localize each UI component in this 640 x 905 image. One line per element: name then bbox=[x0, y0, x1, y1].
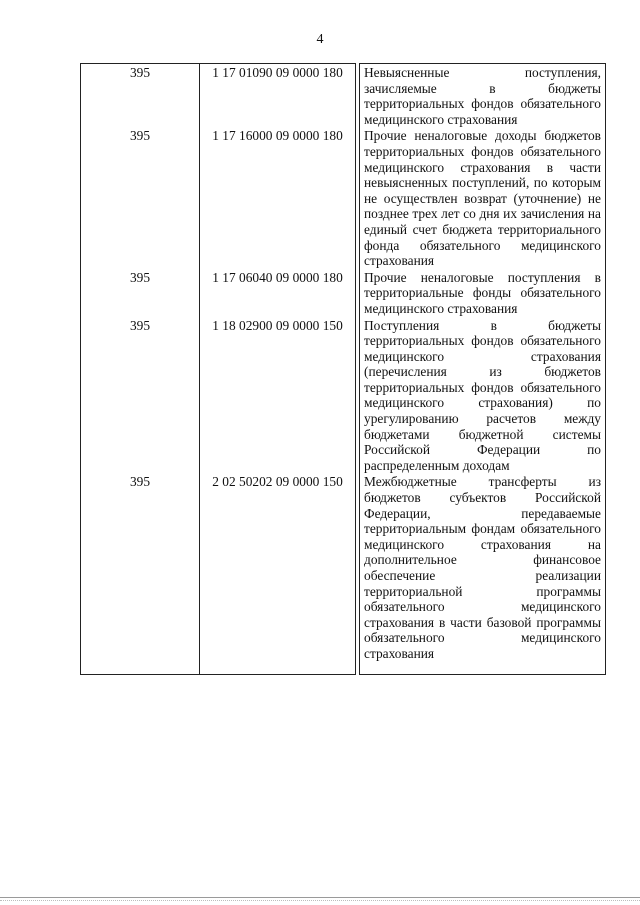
page-number: 4 bbox=[316, 32, 324, 47]
kbk-code-cell: 1 18 02900 09 0000 150 bbox=[200, 317, 356, 474]
table-row bbox=[80, 63, 606, 127]
kbk-code-cell: 1 17 01090 09 0000 180 bbox=[200, 63, 356, 127]
table-row bbox=[80, 269, 606, 317]
admin-code-cell: 395 bbox=[80, 317, 200, 474]
revenue-name-cell: Поступления в бюджеты территориальных фондов обязательного медицинского страхования (перечисления из бюджетов территориальных фондов обязательного медицинского страхования) по урегулированию расчетов между бюджетами бюджетной системы Российской Федерации по распределенным доходам bbox=[359, 317, 606, 474]
admin-code-cell: 395 bbox=[80, 473, 200, 674]
admin-code-cell: 395 bbox=[80, 63, 200, 127]
revenue-name-cell: Невыясненные поступления, зачисляемые в бюджеты территориальных фондов обязательного медицинского страхования bbox=[359, 63, 606, 127]
revenue-name-cell: Межбюджетные трансферты из бюджетов субъектов Российской Федерации, передаваемые территориальным фондам обязательного медицинского страхования на дополнительное финансовое обеспечение реализации территориальной программы обязательного медицинского страхования в части базовой программы обязательного медицинского страхования bbox=[359, 473, 606, 674]
admin-code-cell: 395 bbox=[80, 269, 200, 317]
revenue-name-cell: Прочие неналоговые поступления в территориальные фонды обязательного медицинского страхования bbox=[359, 269, 606, 317]
kbk-code-cell: 1 17 16000 09 0000 180 bbox=[200, 127, 356, 268]
page-bottom-edge-shadow bbox=[0, 900, 640, 901]
table-row bbox=[80, 127, 606, 268]
revenue-codes-table bbox=[80, 63, 606, 675]
page-bottom-edge bbox=[0, 897, 640, 898]
table-row bbox=[80, 317, 606, 474]
table-row bbox=[80, 473, 606, 674]
kbk-code-cell: 2 02 50202 09 0000 150 bbox=[200, 473, 356, 674]
revenue-name-cell: Прочие неналоговые доходы бюджетов территориальных фондов обязательного медицинского страхования в части невыясненных поступлений, по которым не осуществлен возврат (уточнение) не позднее трех лет со дня их зачисления на единый счет бюджета территориального фонда обязательного медицинского страхования bbox=[359, 127, 606, 268]
admin-code-cell: 395 bbox=[80, 127, 200, 268]
kbk-code-cell: 1 17 06040 09 0000 180 bbox=[200, 269, 356, 317]
